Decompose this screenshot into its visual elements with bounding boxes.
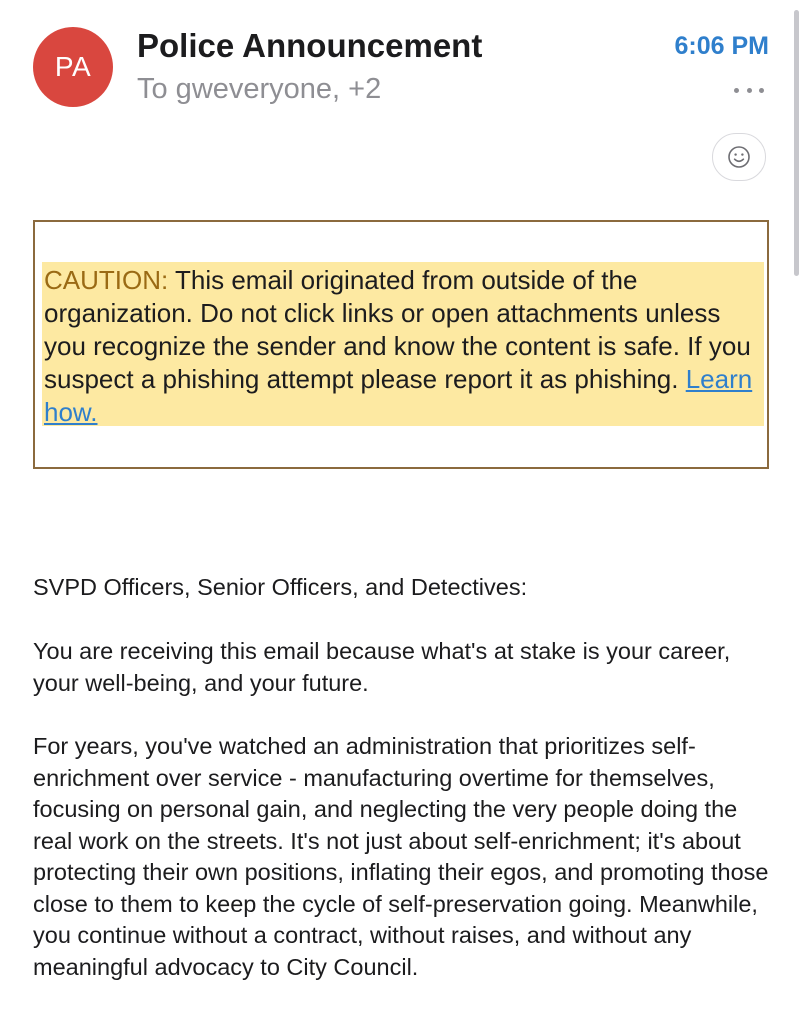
- avatar-initials: PA: [54, 51, 92, 82]
- ellipsis-icon[interactable]: [734, 85, 764, 95]
- scrollbar[interactable]: [794, 10, 799, 276]
- smiley-icon: [727, 145, 751, 169]
- caution-label: CAUTION:: [44, 265, 169, 295]
- caution-message: This email originated from outside of the organization. Do not click links or open attachments unless you recognize the sender and know the content is safe. If you suspect a phishing attempt please report it as phishing.: [44, 265, 751, 394]
- message-time: 6:06 PM: [674, 32, 769, 60]
- sender-name[interactable]: Police Announcement: [137, 27, 483, 64]
- email-greeting: SVPD Officers, Senior Officers, and Detectives:: [33, 574, 528, 600]
- caution-banner-text: [42, 262, 764, 426]
- recipients-line[interactable]: To gweveryone, +2: [137, 73, 382, 105]
- sender-avatar[interactable]: [33, 27, 113, 107]
- external-sender-warning: [33, 220, 769, 469]
- email-paragraph-2: For years, you've watched an administration that prioritizes self-enrichment over service - manufacturing overtime for themselves, focusing on personal gain, and neglecting the very people doing the real work on the streets. It's not just about self-enrichment; it's about protecting their own positions, inflating their egos, and promoting those close to them to keep the cycle of self-preservation going. Meanwhile, you continue without a contract, without raises, and without any meaningful advocacy to City Council.: [33, 733, 769, 980]
- add-reaction-button[interactable]: [712, 133, 766, 181]
- email-paragraph-1: You are receiving this email because what's at stake is your career, your well-being, and your future.: [33, 638, 731, 696]
- learn-how-link[interactable]: Learn how.: [44, 364, 753, 427]
